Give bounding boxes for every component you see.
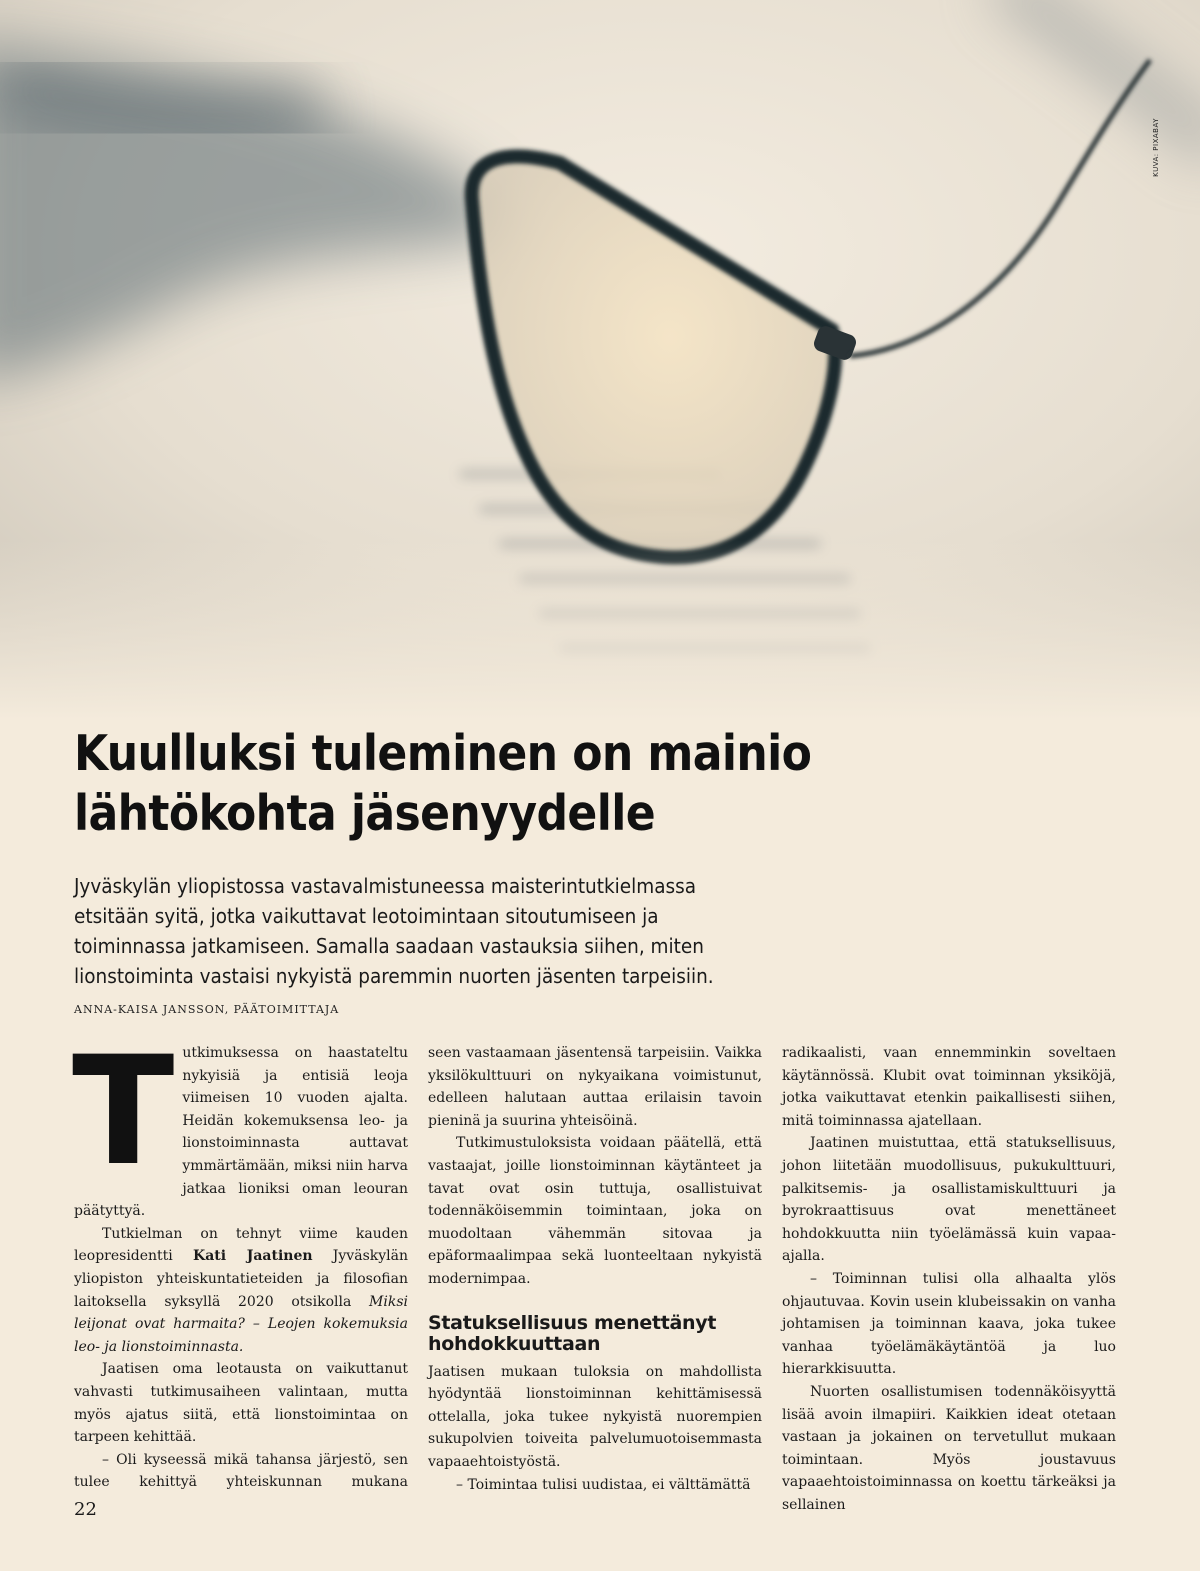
paragraph-7-continued: radikaalisti, vaan ennemminkin soveltaen käytännössä. Klubit ovat toiminnan yksiköjä, jotka vaikuttavat etenkin paikallisesti siihen, mitä toiminnassa ajatellaan. bbox=[782, 1045, 1116, 1129]
paragraph-7: – Toimintaa tulisi uudistaa, ei välttämättä bbox=[456, 1476, 751, 1493]
byline: ANNA-KAISA JANSSON, PÄÄTOIMITTAJA bbox=[74, 1003, 340, 1016]
paragraph-4: – Oli kyseessä mikä tahansa järjestö, sen tulee kehittyä yhteiskunnan mukana bbox=[74, 1451, 408, 1491]
researcher-name: Kati Jaatinen bbox=[193, 1248, 313, 1265]
paragraph-2-text: Tutkielman on tehnyt viime kauden leopresidentti bbox=[74, 1225, 408, 1265]
hero-photo bbox=[0, 0, 1200, 720]
paragraph-1: utkimuksessa on haastateltu nykyisiä ja entisiä leoja viimeisen 10 vuoden ajalta. Heidän kokemuksensa leo- ja lionstoiminnasta auttavat ymmärtämään, miksi niin harva jatkaa lioniksi oman leouran päätyttyä. bbox=[74, 1045, 408, 1220]
drop-cap: T bbox=[72, 1025, 175, 1199]
glasses-photo-illustration bbox=[0, 0, 1200, 720]
photo-credit: KUVA: PIXABAY bbox=[1152, 118, 1160, 177]
column-1 bbox=[72, 1025, 408, 1495]
column-3 bbox=[782, 1042, 1116, 1516]
lead-paragraph: Jyväskylän yliopistossa vastavalmistuneessa maisterintutkielmassa etsitään syitä, jotka vaikuttavat leotoimintaan sitoutumiseen ja toiminnassa jatkamiseen. Samalla saadaan vastauksia siihen, miten lionstoiminta vastaisi nykyistä paremmin nuorten jäsenten tarpeisiin. bbox=[74, 874, 714, 988]
article-headline bbox=[74, 724, 834, 844]
thesis-title: Miksi leijonat ovat harmaita? – Leojen kokemuksia leo- ja lionstoiminnasta. bbox=[74, 1293, 408, 1355]
column-2 bbox=[428, 1042, 762, 1496]
paragraph-9: – Toiminnan tulisi olla alhaalta ylös ohjautuvaa. Kovin usein klubeissakin on vanha johtamisen ja toiminnan kaava, joka tukee vanhaa työelämäkäytäntöä ja luo hierarkkisuutta. bbox=[782, 1270, 1116, 1378]
paragraph-5: Tutkimustuloksista voidaan päätellä, että vastaajat, joille lionstoiminnan käytänteet ja tavat ovat osin tuttuja, osallistuivat todennäköisemmin toimintaan, joka on muodoltaan vähemmän sitovaa ja epäformaalimpaa sekä luonteeltaan nykyistä modernimpaa. bbox=[428, 1135, 762, 1287]
subheading: Statuksellisuus menettänyt hohdokkuuttaan bbox=[428, 1311, 717, 1355]
headline-line-2: lähtökohta jäsenyydelle bbox=[74, 785, 656, 842]
paragraph-8: Jaatinen muistuttaa, että statuksellisuus, johon liitetään muodollisuus, pukukulttuuri, palkitsemis- ja osallistamiskulttuuri ja byrokraattisuus ovat menettäneet hohdokkuutta niin työelämässä kuin vapaa-ajalla. bbox=[782, 1135, 1116, 1265]
paragraph-3: Jaatisen oma leotausta on vaikuttanut vahvasti tutkimusaiheen valintaan, mutta myös ajatus siitä, että lionstoimintaa on tarpeen kehittää. bbox=[74, 1361, 408, 1446]
paragraph-6: Jaatisen mukaan tuloksia on mahdollista hyödyntää lionstoiminnan kehittämisessä ottelalla, joka tukee nykyistä nuorempien sukupolvien toiveita palvelumuotoisemmasta vapaaehtoistyöstä. bbox=[428, 1363, 762, 1470]
paragraph-2-text-mid: Jyväskylän yliopiston yhteiskuntatieteiden ja filosofian laitoksella syksyllä 2020 otsikolla bbox=[74, 1248, 408, 1310]
paragraph-2 bbox=[74, 1223, 408, 1359]
paragraph-10: Nuorten osallistumisen todennäköisyyttä lisää avoin ilmapiiri. Kaikkien ideat otetaan vastaan ja jokainen on tervetullut mukaan toimintaan. Myös joustavuus vapaaehtoistoiminnassa on koettu tärkeäksi ja sellainen bbox=[782, 1383, 1116, 1513]
headline-line-1: Kuulluksi tuleminen on mainio bbox=[74, 725, 812, 782]
page-number: 22 bbox=[74, 1499, 97, 1520]
paragraph-4-continued: seen vastaamaan jäsentensä tarpeisiin. Vaikka yksilökulttuuri on nykyaikana voimistunut, edelleen halutaan auttaa erilaisin tavoin pieninä ja suurina yhteisöinä. bbox=[428, 1045, 762, 1129]
